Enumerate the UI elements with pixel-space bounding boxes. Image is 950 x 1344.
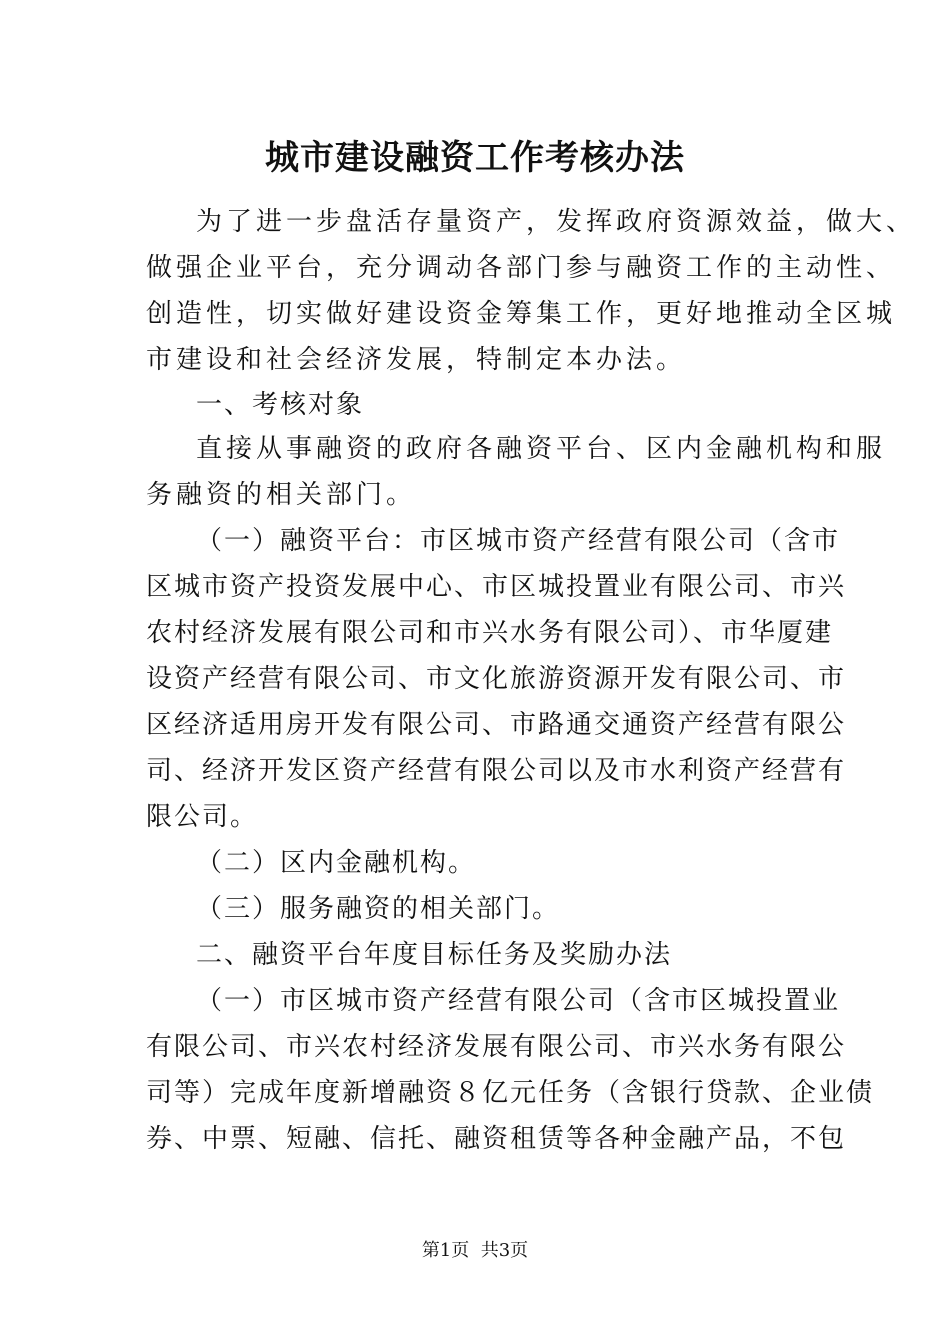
paragraph-line: （一）市区城市资产经营有限公司（含市区城投置业 [196,986,841,1016]
page-number-footer: 第1页 共3页 [421,1240,529,1261]
paragraph-line: 司等）完成年度新增融资８亿元任务（含银行贷款、企业债 [146,1078,875,1108]
paragraph-line: 创造性，切实做好建设资金筹集工作，更好地推动全区城 [146,299,897,329]
paragraph-line: 直接从事融资的政府各融资平台、区内金融机构和服 [196,434,887,464]
paragraph-line: 区城市资产投资发展中心、市区城投置业有限公司、市兴 [146,572,847,602]
paragraph-line: 为了进一步盘活存量资产，发挥政府资源效益，做大、 [196,207,917,237]
section-heading: 一、考核对象 [196,390,365,420]
list-item: （二）区内金融机构。 [196,848,477,878]
paragraph-line: 设资产经营有限公司、市文化旅游资源开发有限公司、市 [146,664,847,694]
paragraph-line: 券、中票、短融、信托、融资租赁等各种金融产品，不包 [146,1124,847,1154]
list-item: （三）服务融资的相关部门。 [196,894,561,924]
section-heading: 二、融资平台年度目标任务及奖励办法 [196,940,673,970]
paragraph-line: 限公司。 [146,802,259,832]
paragraph-line: 司、经济开发区资产经营有限公司以及市水利资产经营有 [146,756,847,786]
paragraph-line: 农村经济发展有限公司和市兴水务有限公司）、市华厦建 [146,618,834,648]
paragraph-line: 市建设和社会经济发展，特制定本办法。 [146,345,687,375]
paragraph-line: 务融资的相关部门。 [146,480,417,510]
paragraph-line: 做强企业平台，充分调动各部门参与融资工作的主动性、 [146,253,897,283]
document-title: 城市建设融资工作考核办法 [265,138,685,178]
paragraph-line: 有限公司、市兴农村经济发展有限公司、市兴水务有限公 [146,1032,847,1062]
paragraph-line: 区经济适用房开发有限公司、市路通交通资产经营有限公 [146,710,847,740]
paragraph-line: （一）融资平台：市区城市资产经营有限公司（含市 [196,526,841,556]
